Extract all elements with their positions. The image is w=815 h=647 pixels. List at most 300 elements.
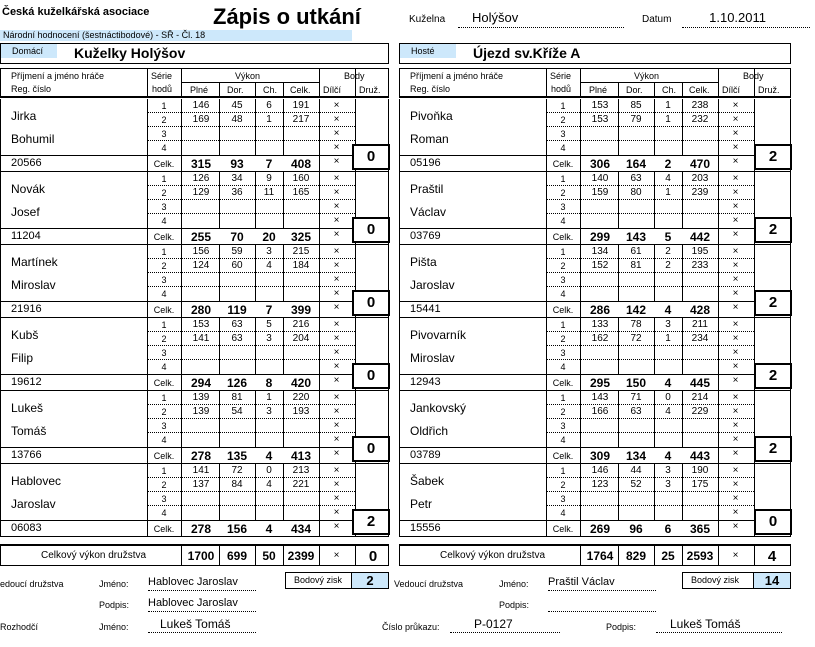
player-total-value: 306 [589, 157, 611, 171]
serie-value: 36 [231, 187, 243, 198]
player-total-value: 299 [589, 230, 611, 244]
association-name: Česká kuželkářská asociace [2, 6, 150, 18]
grid-line [1, 374, 147, 375]
serie-number: 1 [161, 393, 167, 403]
grid-line [219, 83, 220, 97]
serie-value: 232 [691, 114, 709, 125]
serie-value: 4 [665, 406, 671, 417]
x-mark: × [732, 114, 739, 125]
x-mark: × [732, 465, 739, 476]
x-mark: × [732, 246, 739, 257]
player-reg: 05196 [410, 157, 441, 169]
serie-value: 190 [691, 465, 709, 476]
team-total-label: Celkový výkon družstva [41, 550, 147, 561]
grid-line [580, 172, 581, 245]
home-team-total-row [0, 544, 389, 566]
x-mark: × [333, 434, 340, 445]
grid-line [546, 286, 754, 287]
x-mark: × [732, 507, 739, 518]
x-mark: × [333, 406, 340, 417]
serie-value: 63 [630, 173, 642, 184]
serie-number: 3 [560, 202, 566, 212]
x-mark: × [333, 114, 340, 125]
player-surname: Hablovec [11, 474, 62, 488]
serie-number: 3 [161, 202, 167, 212]
x-mark: × [333, 128, 340, 139]
player-total-value: 294 [190, 376, 212, 390]
serie-value: 137 [192, 479, 210, 490]
player-reg: 19612 [11, 376, 42, 388]
player-block [0, 318, 389, 391]
x-mark: × [732, 550, 739, 561]
serie-value: 139 [192, 406, 210, 417]
x-mark: × [732, 392, 739, 403]
x-mark: × [333, 142, 340, 153]
serie-value: 217 [292, 114, 310, 125]
grid-line [181, 546, 182, 566]
away-leader-name-label: Jméno: [499, 579, 529, 589]
player-total-value: 4 [265, 522, 273, 536]
player-total-value: 4 [265, 449, 273, 463]
serie-value: 160 [292, 173, 310, 184]
x-mark: × [333, 465, 340, 476]
home-team-header [0, 43, 389, 64]
grid-line [147, 69, 148, 97]
col-druz: Druž. [359, 85, 381, 95]
col-dor: Dor. [227, 85, 244, 95]
player-total-value: 365 [689, 522, 711, 536]
team-points: 0 [368, 548, 378, 565]
x-mark: × [732, 347, 739, 358]
serie-value: 3 [665, 319, 671, 330]
x-mark: × [333, 229, 340, 240]
player-total-value: 399 [290, 303, 312, 317]
grid-line [546, 404, 754, 405]
player-total-value: 7 [265, 303, 273, 317]
venue-value: Holýšov [458, 10, 624, 28]
page-title: Zápis o utkání [213, 4, 361, 29]
grid-line [400, 228, 546, 229]
serie-value: 124 [192, 260, 210, 271]
grid-line [654, 83, 655, 97]
team-total-value: 25 [661, 549, 675, 563]
x-mark: × [732, 434, 739, 445]
player-reg: 11204 [11, 230, 41, 242]
grid-line [580, 82, 718, 83]
grid-line [580, 318, 581, 391]
serie-number: 1 [161, 247, 167, 257]
player-total-value: 7 [265, 157, 273, 171]
team-total-label: Celkový výkon družstva [440, 550, 546, 561]
serie-number: 2 [161, 188, 167, 198]
serie-value: 229 [691, 406, 709, 417]
col-hodu: hodů [551, 84, 572, 94]
serie-value: 191 [292, 100, 310, 111]
away-leader-name: Praštil Václav [548, 576, 656, 591]
grid-line [546, 185, 754, 186]
serie-value: 6 [266, 100, 272, 111]
player-surname: Jankovský [410, 401, 467, 415]
serie-value: 203 [691, 173, 709, 184]
x-mark: × [732, 521, 739, 532]
serie-value: 146 [192, 100, 210, 111]
grid-line [546, 359, 754, 360]
col-celk: Celk. [290, 85, 311, 95]
serie-value: 9 [266, 173, 272, 184]
x-mark: × [333, 215, 340, 226]
grid-line [147, 126, 355, 127]
serie-value: 213 [292, 465, 310, 476]
player-total-value: 278 [190, 449, 212, 463]
grid-line [546, 418, 754, 419]
player-block [0, 172, 389, 245]
player-points: 2 [352, 509, 390, 535]
serie-value: 162 [591, 333, 609, 344]
x-mark: × [732, 215, 739, 226]
grid-line [147, 359, 355, 360]
player-surname: Praštil [410, 182, 444, 196]
serie-number: 2 [560, 407, 566, 417]
grid-line [147, 112, 355, 113]
player-total-value: 286 [589, 303, 611, 317]
grid-line [546, 477, 754, 478]
serie-number: 3 [560, 421, 566, 431]
x-mark: × [333, 201, 340, 212]
player-firstname: Jaroslav [11, 497, 56, 511]
serie-value: 141 [192, 333, 210, 344]
x-mark: × [333, 274, 340, 285]
home-tag: Domácí [1, 44, 57, 58]
player-total-value: 8 [265, 376, 273, 390]
player-total-value: 309 [589, 449, 611, 463]
grid-line [181, 318, 182, 391]
serie-value: 141 [192, 465, 210, 476]
serie-value: 175 [691, 479, 709, 490]
serie-value: 0 [665, 392, 671, 403]
grid-line [546, 245, 547, 318]
player-total-value: 315 [190, 157, 212, 171]
player-block [399, 172, 791, 245]
grid-line [147, 505, 355, 506]
grid-line [147, 331, 355, 332]
serie-value: 211 [692, 319, 708, 330]
serie-total-label: Celk. [153, 232, 175, 242]
serie-value: 2 [665, 246, 671, 257]
serie-value: 81 [231, 392, 243, 403]
x-mark: × [732, 288, 739, 299]
x-mark: × [732, 142, 739, 153]
serie-value: 61 [630, 246, 642, 257]
player-block [0, 464, 389, 537]
serie-value: 5 [266, 319, 272, 330]
home-sign-label: Podpis: [99, 600, 130, 610]
serie-value: 216 [292, 319, 310, 330]
away-sign [548, 597, 656, 612]
x-mark: × [732, 361, 739, 372]
serie-value: 44 [630, 465, 642, 476]
grid-line [283, 83, 284, 97]
serie-value: 0 [266, 465, 272, 476]
grid-line [546, 505, 754, 506]
serie-value: 11 [263, 187, 275, 198]
date-label: Datum [642, 14, 672, 25]
serie-value: 72 [630, 333, 642, 344]
x-mark: × [333, 302, 340, 313]
x-mark: × [732, 229, 739, 240]
serie-value: 80 [630, 187, 642, 198]
player-reg: 15441 [410, 303, 441, 315]
player-points: 0 [352, 363, 390, 389]
player-points: 2 [754, 363, 792, 389]
serie-value: 193 [292, 406, 310, 417]
away-leader-label: Vedoucí družstva [394, 579, 464, 589]
grid-line [181, 464, 182, 537]
grid-line [147, 391, 148, 464]
grid-line [147, 477, 355, 478]
player-total-value: 2 [664, 157, 672, 171]
grid-line [546, 140, 754, 141]
grid-line [147, 245, 148, 318]
grid-line [580, 546, 581, 566]
grid-line [546, 99, 547, 172]
x-mark: × [333, 448, 340, 459]
player-total-value: 164 [625, 157, 647, 171]
player-total-value: 134 [625, 449, 647, 463]
grid-line [147, 213, 355, 214]
away-sign-label: Podpis: [499, 600, 530, 610]
col-dilci: Dílčí [323, 85, 341, 95]
player-surname: Novák [11, 182, 46, 196]
x-mark: × [333, 260, 340, 271]
footer-sign-label: Podpis: [606, 622, 637, 632]
serie-number: 1 [560, 247, 566, 257]
serie-value: 233 [691, 260, 709, 271]
player-total-value: 269 [589, 522, 611, 536]
player-reg: 13766 [11, 449, 42, 461]
serie-value: 81 [630, 260, 642, 271]
player-firstname: Jaroslav [410, 278, 455, 292]
serie-value: 54 [231, 406, 243, 417]
grid-line [546, 69, 547, 97]
grid-line [181, 82, 319, 83]
player-points: 2 [754, 290, 792, 316]
serie-value: 3 [665, 479, 671, 490]
col-body: Body [743, 71, 764, 81]
x-mark: × [333, 493, 340, 504]
player-block [0, 245, 389, 318]
grid-line [400, 155, 546, 156]
serie-total-label: Celk. [153, 378, 175, 388]
grid-line [546, 199, 754, 200]
home-bodovy-label: Bodový zisk [294, 575, 343, 585]
grid-line [181, 391, 182, 464]
serie-number: 4 [560, 289, 566, 299]
serie-value: 79 [630, 114, 642, 125]
serie-value: 85 [630, 100, 642, 111]
home-leader-name: Hablovec Jaroslav [148, 576, 256, 591]
serie-number: 2 [560, 480, 566, 490]
grid-line [754, 69, 755, 97]
player-total-value: 443 [689, 449, 711, 463]
serie-value: 139 [192, 392, 210, 403]
serie-total-label: Celk. [552, 524, 574, 534]
x-mark: × [333, 333, 340, 344]
grid-line [147, 199, 355, 200]
col-plne: Plné [589, 85, 608, 95]
serie-number: 2 [560, 188, 566, 198]
player-block [399, 318, 791, 391]
serie-value: 4 [665, 173, 671, 184]
x-mark: × [732, 420, 739, 431]
serie-value: 78 [630, 319, 642, 330]
player-firstname: Josef [11, 205, 40, 219]
serie-value: 1 [665, 333, 671, 344]
away-team-name: Újezd sv.Kříže A [473, 45, 581, 61]
referee-sign: Lukeš Tomáš [656, 617, 782, 633]
x-mark: × [732, 156, 739, 167]
serie-value: 156 [192, 246, 210, 257]
grid-line [546, 331, 754, 332]
col-dilci: Dílčí [722, 85, 740, 95]
grid-line [580, 99, 581, 172]
home-leader-label: edoucí družstva [0, 579, 64, 589]
away-bodovy-label: Bodový zisk [691, 575, 740, 585]
grid-line [147, 185, 355, 186]
player-firstname: Miroslav [410, 351, 455, 365]
grid-line [147, 418, 355, 419]
grid-line [319, 69, 320, 97]
x-mark: × [732, 302, 739, 313]
player-points: 2 [754, 144, 792, 170]
serie-number: 3 [560, 348, 566, 358]
serie-number: 3 [560, 494, 566, 504]
player-total-value: 445 [689, 376, 711, 390]
serie-number: 2 [161, 115, 167, 125]
grid-line [546, 258, 754, 259]
serie-value: 1 [266, 392, 272, 403]
team-total-value: 2399 [287, 549, 315, 563]
grid-line [1, 447, 147, 448]
x-mark: × [333, 100, 340, 111]
x-mark: × [333, 347, 340, 358]
col-druz: Druž. [758, 85, 780, 95]
serie-value: 63 [231, 333, 243, 344]
serie-value: 159 [591, 187, 609, 198]
player-points: 2 [754, 217, 792, 243]
serie-number: 4 [560, 435, 566, 445]
x-mark: × [333, 173, 340, 184]
player-points: 0 [352, 217, 390, 243]
grid-line [546, 345, 754, 346]
player-block [0, 391, 389, 464]
serie-value: 4 [266, 479, 272, 490]
player-reg: 12943 [410, 376, 441, 388]
serie-value: 143 [591, 392, 609, 403]
serie-value: 221 [292, 479, 310, 490]
serie-value: 52 [630, 479, 642, 490]
serie-value: 220 [292, 392, 310, 403]
serie-number: 1 [560, 174, 566, 184]
grid-line [147, 172, 148, 245]
grid-line [147, 140, 355, 141]
col-serie: Série [151, 71, 173, 81]
away-team-header [399, 43, 791, 64]
grid-line [255, 83, 256, 97]
grid-line [147, 464, 148, 537]
serie-number: 2 [161, 480, 167, 490]
team-total-value: 50 [262, 549, 276, 563]
x-mark: × [333, 288, 340, 299]
serie-value: 4 [266, 260, 272, 271]
team-total-value: 829 [625, 549, 647, 563]
serie-value: 1 [266, 114, 272, 125]
grid-line [355, 69, 356, 97]
grid-line [147, 345, 355, 346]
grid-line [400, 301, 546, 302]
date-value: 1.10.2011 [682, 10, 810, 28]
x-mark: × [732, 375, 739, 386]
x-mark: × [732, 406, 739, 417]
player-reg: 20566 [11, 157, 42, 169]
serie-value: 169 [192, 114, 210, 125]
col-ch: Ch. [662, 85, 677, 95]
referee-name: Lukeš Tomáš [148, 617, 256, 633]
col-name: Příjmení a jméno hráče [410, 71, 504, 81]
serie-total-label: Celk. [153, 159, 175, 169]
serie-number: 1 [161, 320, 167, 330]
away-team-total-row [399, 544, 791, 566]
serie-number: 1 [560, 320, 566, 330]
serie-value: 3 [266, 246, 272, 257]
x-mark: × [333, 375, 340, 386]
serie-value: 71 [630, 392, 642, 403]
col-hodu: hodů [152, 84, 173, 94]
player-total-value: 143 [625, 230, 647, 244]
player-points: 0 [352, 436, 390, 462]
grid-line [1, 520, 147, 521]
serie-value: 214 [691, 392, 709, 403]
card-number: P-0127 [450, 617, 560, 633]
x-mark: × [333, 392, 340, 403]
x-mark: × [333, 507, 340, 518]
player-surname: Martínek [11, 255, 58, 269]
serie-value: 238 [691, 100, 709, 111]
player-total-value: 408 [290, 157, 312, 171]
away-tag: Hosté [400, 44, 456, 58]
serie-number: 2 [560, 115, 566, 125]
player-surname: Kubš [11, 328, 39, 342]
serie-value: 129 [192, 187, 210, 198]
serie-value: 63 [630, 406, 642, 417]
x-mark: × [333, 521, 340, 532]
team-points: 4 [767, 548, 777, 565]
serie-total-label: Celk. [153, 305, 175, 315]
serie-value: 48 [231, 114, 243, 125]
x-mark: × [732, 173, 739, 184]
serie-value: 84 [231, 479, 243, 490]
x-mark: × [333, 187, 340, 198]
player-surname: Pivoňka [410, 109, 453, 123]
grid-line [181, 69, 182, 97]
grid-line [580, 391, 581, 464]
referee-label: Rozhodčí [0, 622, 39, 632]
player-total-value: 70 [230, 230, 244, 244]
player-points: 0 [352, 144, 390, 170]
player-total-value: 470 [689, 157, 711, 171]
serie-number: 1 [161, 174, 167, 184]
player-firstname: Filip [11, 351, 34, 365]
serie-number: 3 [560, 275, 566, 285]
